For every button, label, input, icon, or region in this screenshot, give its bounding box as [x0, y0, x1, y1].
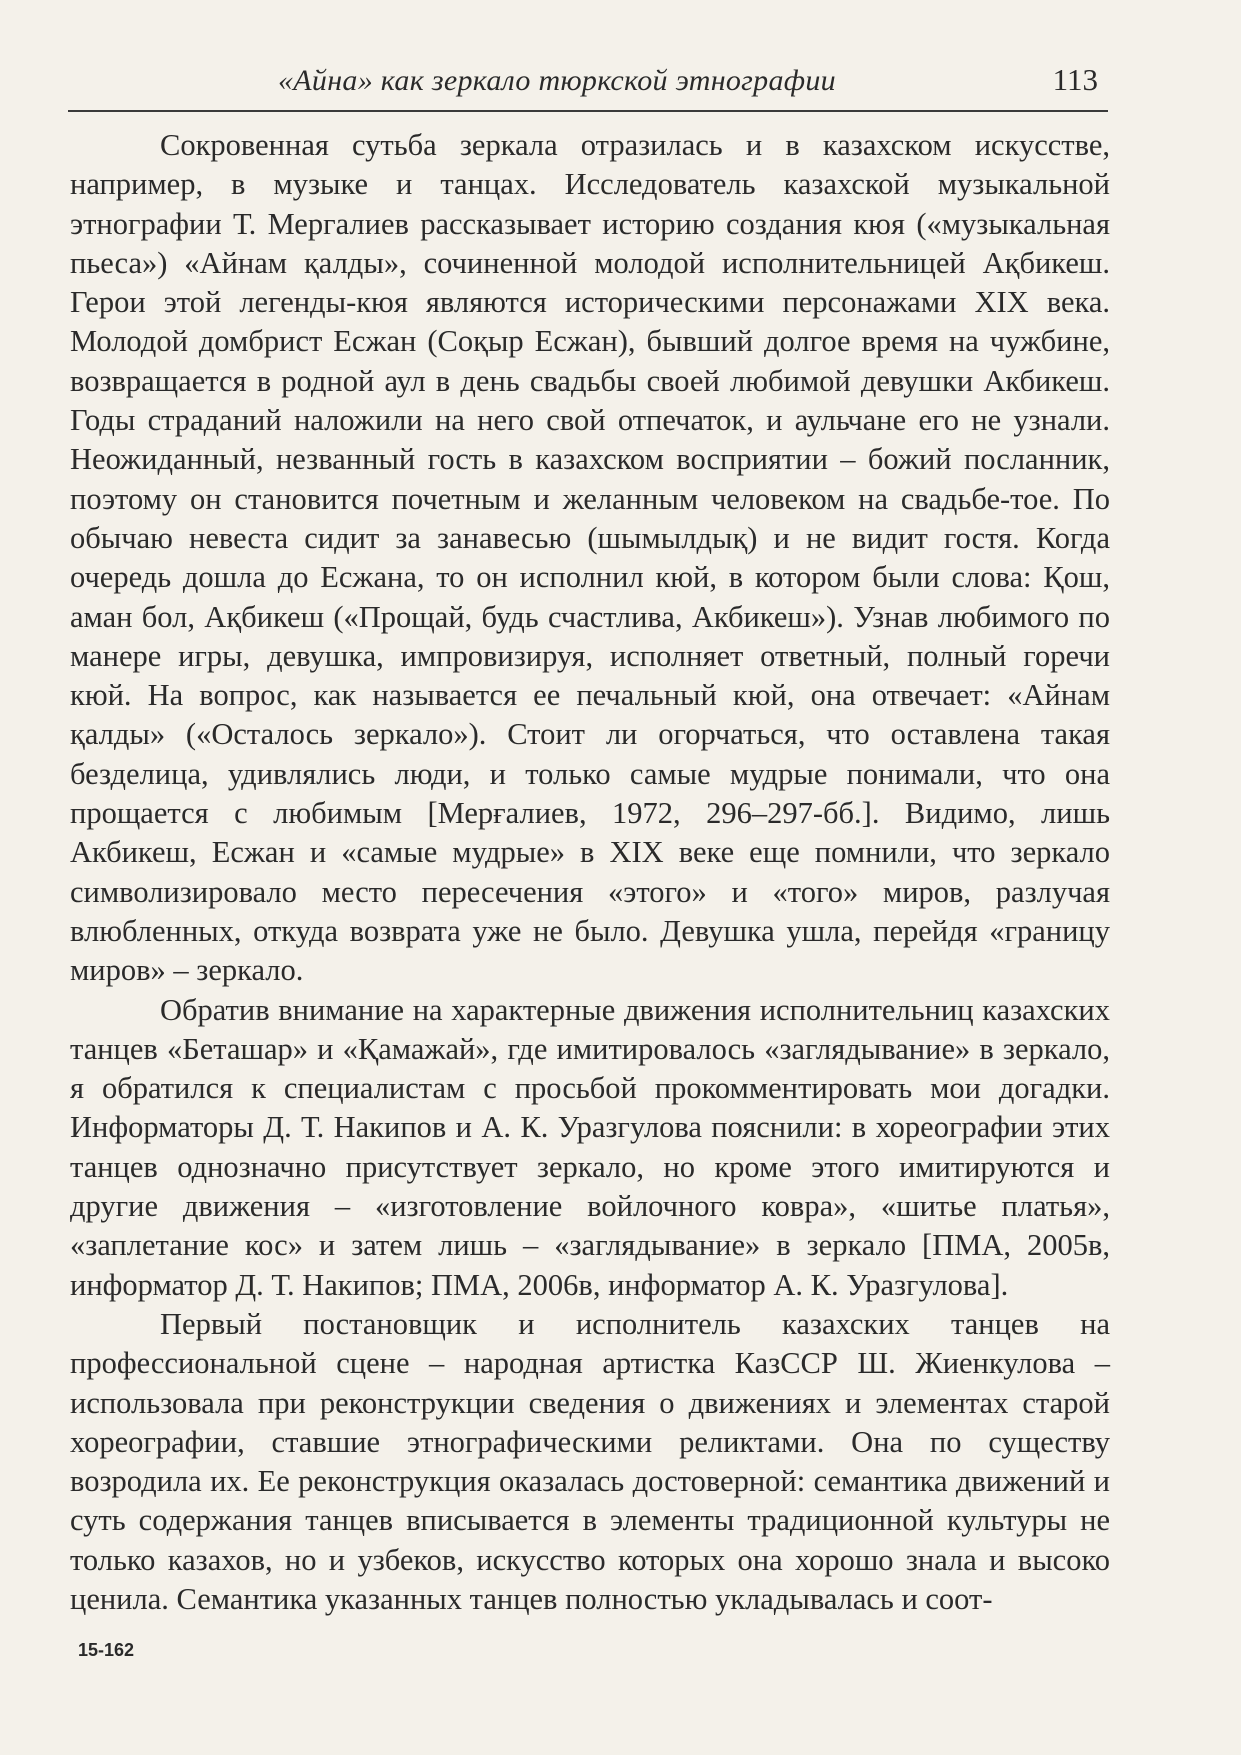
running-header: [68, 62, 1108, 112]
paragraph-3: Первый постановщик и исполнитель казахских танцев на профессиональной сцене – народная артистка КазССР Ш. Жиенкулова – использовала при реконструкции сведения о движениях и элементах старой хореографии, ставшие этнографическими реликтами. Она по существу возродила их. Ее реконструкция оказалась достоверной: семантика движений и суть содержания танцев вписывается в элементы традиционной культуры не только казахов, но и узбеков, искусство которых она хорошо знала и высоко ценила. Семантика указанных танцев полностью укладывалась и соот-: [70, 1306, 1110, 1616]
page-number: 113: [1052, 62, 1098, 97]
printer-signature: 15-162: [78, 1640, 135, 1660]
paragraph-1: Сокровенная сутьба зеркала отразилась и в казахском искусстве, например, в музыке и танцах. Исследователь казахской музыкальной этнографии Т. Мергалиев рассказывает историю создания кюя («музыкальная пьеса») «Айнам қалды», сочиненной молодой исполнительницей Ақбикеш. Герои этой легенды-кюя являются историческими персонажами XIX века. Молодой домбрист Есжан (Соқыр Есжан), бывший долгое время на чужбине, возвращается в родной аул в день свадьбы своей любимой девушки Акбикеш. Годы страданий наложили на него свой отпечаток, и аульчане его не узнали. Неожиданный, незванный гость в казахском восприятии – божий посланник, поэтому он становится почетным и желанным человеком на свадьбе-тое. По обычаю невеста сидит за занавесью (шымылдық) и не видит гостя. Когда очередь дошла до Есжана, то он исполнил кюй, в котором были слова: Қош, аман бол, Ақбикеш («Прощай, будь счастлива, Акбикеш»). Узнав любимого по манере игры, девушка, импровизируя, исполняет ответный, полный горечи кюй. На вопрос, как называется ее печальный кюй, она отвечает: «Айнам қалды» («Осталось зеркало»). Стоит ли огорчаться, что оставлена такая безделица, удивлялись люди, и только самые мудрые понимали, что она прощается с любимым [Мерғалиев, 1972, 296–297-бб.]. Видимо, лишь Акбикеш, Есжан и «самые мудрые» в XIX веке еще помнили, что зеркало символизировало место пересечения «этого» и «того» миров, разлучая влюбленных, откуда возврата уже не было. Девушка ушла, перейдя «границу миров» – зеркало.: [70, 128, 1110, 988]
paragraph-2: Обратив внимание на характерные движения исполнительниц казахских танцев «Беташар» и «Қамажай», где имитировалось «заглядывание» в зеркало, я обратился к специалистам с просьбой прокомментировать мои догадки. Информаторы Д. Т. Накипов и А. К. Уразгулова пояснили: в хореографии этих танцев однозначно присутствует зеркало, но кроме этого имитируются и другие движения – «изготовление войлочного ковра», «шитье платья», «заплетание кос» и затем лишь – «заглядывание» в зеркало [ПМА, 2005в, информатор Д. Т. Накипов; ПМА, 2006в, информатор А. К. Уразгулова].: [70, 992, 1110, 1302]
main-text: [70, 126, 1110, 1619]
running-title: «Айна» как зеркало тюркской этнографии: [278, 64, 836, 97]
